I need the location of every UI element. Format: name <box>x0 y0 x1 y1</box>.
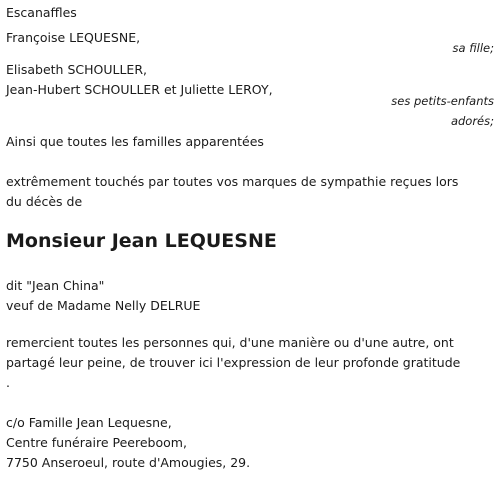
deceased-name: Monsieur Jean LEQUESNE <box>6 230 277 252</box>
related-families-text: Ainsi que toutes les familles apparentées <box>6 134 264 149</box>
condolences-text-line-1: extrêmement touchés par toutes vos marques de sympathie reçues lors <box>6 174 459 189</box>
address-line-2: Centre funéraire Peereboom, <box>6 435 187 450</box>
relation-grandchildren: ses petits-enfants <box>391 94 494 108</box>
family-member-grandchild-2: Jean-Hubert SCHOULLER et Juliette LEROY, <box>6 82 273 97</box>
thanks-text-line-2: partagé leur peine, de trouver ici l'expression de leur profonde gratitude <box>6 355 461 370</box>
thanks-text-line-3: . <box>6 375 10 390</box>
address-line-3: 7750 Anseroeul, route d'Amougies, 29. <box>6 455 251 470</box>
family-member-grandchild-1: Elisabeth SCHOULLER, <box>6 62 147 77</box>
family-member-daughter: Françoise LEQUESNE, <box>6 30 141 45</box>
widower-text: veuf de Madame Nelly DELRUE <box>6 298 201 313</box>
address-line-1: c/o Famille Jean Lequesne, <box>6 415 172 430</box>
location-text: Escanaffles <box>6 5 77 20</box>
nickname-text: dit "Jean China" <box>6 278 105 293</box>
relation-grandchildren-adored: adorés; <box>450 114 494 128</box>
thanks-text-line-1: remercient toutes les personnes qui, d'une manière ou d'une autre, ont <box>6 335 454 350</box>
relation-daughter: sa fille; <box>452 41 494 55</box>
condolences-text-line-2: du décès de <box>6 194 83 209</box>
